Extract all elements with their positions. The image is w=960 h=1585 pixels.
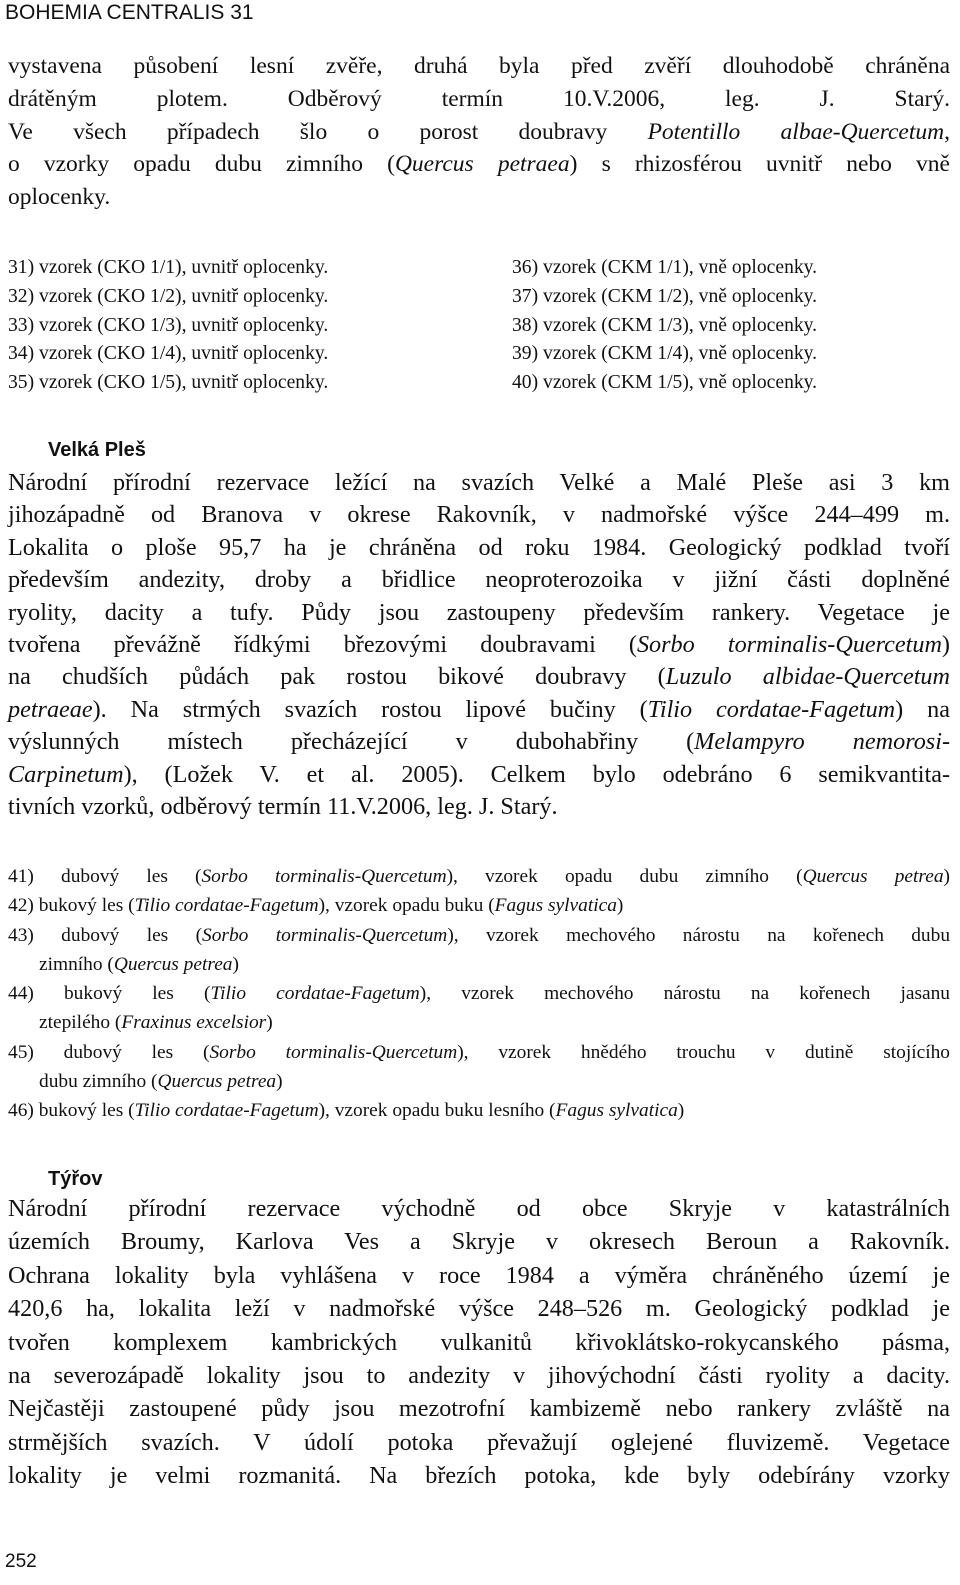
text-run: ) xyxy=(943,866,951,887)
text-run: územích Broumy, Karlova Ves a Skryje v okresech Beroun a Rakovník. xyxy=(8,1228,950,1256)
sample-item: 39) vzorek (CKM 1/4), vně oplocenky. xyxy=(512,343,818,365)
text-run: na chudších půdách pak rostou bikové doubravy ( xyxy=(8,663,666,691)
text-line xyxy=(8,181,950,214)
velka-ples-paragraph xyxy=(8,467,950,823)
tyrov-paragraph xyxy=(8,1192,950,1493)
text-line xyxy=(8,726,950,758)
sample-item xyxy=(8,862,950,891)
text-run: ), (Ložek V. et al. 2005). Celkem bylo odebráno 6 semikvantita- xyxy=(123,760,950,788)
section-heading-velka-ples: Velká Pleš xyxy=(48,439,146,461)
italic-taxon: Quercus petrea xyxy=(802,866,944,887)
italic-taxon: Sorbo torminalis-Quercetum xyxy=(202,924,448,946)
italic-taxon: Tilio cordatae-Fagetum xyxy=(647,695,896,723)
intro-paragraph xyxy=(8,50,950,214)
italic-taxon: petraeae xyxy=(8,695,93,723)
text-run: ) xyxy=(276,1071,283,1093)
text-run: ) na xyxy=(895,695,950,723)
text-run: ). Na strmých svazích rostou lipové bučiny ( xyxy=(92,695,648,723)
text-run: Národní přírodní rezervace východně od obce Skryje v katastrálních xyxy=(8,1195,950,1222)
text-line xyxy=(8,532,950,564)
sample-item xyxy=(8,921,950,980)
text-run: drátěným plotem. Odběrový termín 10.V.2006, leg. J. Starý. xyxy=(8,85,950,112)
text-line xyxy=(8,1008,950,1037)
text-run: ), vzorek opadu dubu zimního ( xyxy=(446,866,803,887)
italic-taxon: Quercus petrea xyxy=(157,1071,277,1093)
text-run: ryolity, dacity a tufy. Půdy jsou zastoupeny především rankery. Vegetace je xyxy=(8,598,950,626)
text-run: 43) dubový les ( xyxy=(8,924,203,946)
text-run: ) s rhizosférou uvnitř nebo vně xyxy=(569,151,950,178)
text-line xyxy=(8,1225,950,1258)
text-run: především andezity, droby a břidlice neoproterozoika v jižní části doplněné xyxy=(8,566,950,594)
text-run: ), vzorek hnědého trouchu v dutině stojícího xyxy=(457,1041,951,1063)
text-run: tivních vzorků, odběrový termín 11.V.2006, leg. J. Starý. xyxy=(8,793,558,821)
text-line xyxy=(8,1259,950,1292)
sample-row xyxy=(8,254,950,283)
text-run: ) xyxy=(616,895,624,917)
text-line xyxy=(8,661,950,693)
sample-row xyxy=(8,340,950,369)
sample-item: 31) vzorek (CKO 1/1), uvnitř oplocenky. xyxy=(8,257,329,278)
italic-taxon: Quercus petrea xyxy=(113,953,233,975)
text-run: ztepilého ( xyxy=(39,1012,122,1034)
italic-taxon: Fagus sylvatica xyxy=(555,1100,678,1122)
sample-item: 36) vzorek (CKM 1/1), vně oplocenky. xyxy=(512,257,818,278)
sample-item: 34) vzorek (CKO 1/4), uvnitř oplocenky. xyxy=(8,343,329,365)
running-head: BOHEMIA CENTRALIS 31 xyxy=(5,1,254,24)
italic-taxon: Fagus sylvatica xyxy=(494,895,617,917)
text-run: ) xyxy=(677,1100,685,1122)
text-line xyxy=(8,979,950,1008)
text-run: vystavena působení lesní zvěře, druhá byla před zvěří dlouhodobě chráněna xyxy=(8,53,950,79)
text-line xyxy=(8,950,950,979)
text-run: ) xyxy=(266,1012,273,1034)
text-line xyxy=(8,50,950,83)
text-run: ), vzorek opadu buku lesního ( xyxy=(318,1100,556,1122)
sample-item: 32) vzorek (CKO 1/2), uvnitř oplocenky. xyxy=(8,285,329,307)
text-run: strmějších svazích. V údolí potoka převažují oglejené fluvizemě. Vegetace xyxy=(8,1428,950,1456)
text-line xyxy=(8,791,950,823)
text-line xyxy=(8,891,950,920)
text-run: ), vzorek mechového nárostu na kořenech dubu xyxy=(447,924,951,946)
sample-item: 38) vzorek (CKM 1/3), vně oplocenky. xyxy=(512,314,818,336)
sample-item xyxy=(8,1096,950,1125)
text-line xyxy=(8,921,950,950)
text-run: zimního ( xyxy=(39,953,114,975)
italic-taxon: Sorbo torminalis-Quercetum xyxy=(209,1041,458,1063)
text-run: na severozápadě lokality jsou to andezity v jihovýchodní části ryolity a dacity. xyxy=(8,1362,950,1390)
text-run: Lokalita o ploše 95,7 ha je chráněna od roku 1984. Geologický podklad tvoří xyxy=(8,533,950,561)
text-run: Ochrana lokality byla vyhlášena v roce 1984 a výměra chráněného území je xyxy=(8,1261,950,1289)
text-run: ) xyxy=(232,953,239,975)
text-line xyxy=(8,862,950,891)
text-line xyxy=(8,694,950,726)
text-run: 41) dubový les ( xyxy=(8,866,202,887)
sample-item xyxy=(8,979,950,1038)
sample-item xyxy=(8,1038,950,1097)
text-run: Nejčastěji zastoupené půdy jsou mezotrofní kambizemě nebo rankery zvláště na xyxy=(8,1395,950,1423)
text-line xyxy=(8,1359,950,1392)
sample-item: 35) vzorek (CKO 1/5), uvnitř oplocenky. xyxy=(8,372,329,394)
text-run: Národní přírodní rezervace ležící na svazích Velké a Malé Pleše asi 3 km xyxy=(8,469,950,496)
text-line xyxy=(8,1038,950,1067)
text-run: Ve všech případech šlo o porost doubravy xyxy=(8,118,648,145)
text-line xyxy=(8,1096,950,1125)
italic-taxon: Tilio cordatae-Fagetum xyxy=(210,983,420,1005)
text-line xyxy=(8,564,950,596)
text-run: jihozápadně od Branova v okrese Rakovník, v nadmořské výšce 244–499 m. xyxy=(8,501,950,529)
text-run: výslunných místech přecházející v dubohabřiny ( xyxy=(8,728,695,756)
italic-taxon: Sorbo torminalis-Quercetum xyxy=(201,866,447,887)
text-run: dubu zimního ( xyxy=(39,1071,158,1093)
sample-item: 37) vzorek (CKM 1/2), vně oplocenky. xyxy=(512,285,818,307)
italic-taxon: Fraxinus excelsior xyxy=(121,1012,267,1034)
text-run: oplocenky. xyxy=(8,184,111,211)
text-run: o vzorky opadu dubu zimního ( xyxy=(8,151,395,178)
text-run: 420,6 ha, lokalita leží v nadmořské výšce 248–526 m. Geologický podklad je xyxy=(8,1295,950,1323)
sample-item xyxy=(8,891,950,920)
text-run: ) xyxy=(941,631,950,659)
text-line xyxy=(8,1067,950,1096)
text-run: ), vzorek mechového nárostu na kořenech jasanu xyxy=(419,983,950,1005)
text-line xyxy=(8,1459,950,1492)
text-line xyxy=(8,1192,950,1225)
text-run: , xyxy=(944,118,950,145)
text-run: 44) bukový les ( xyxy=(8,983,211,1005)
text-line xyxy=(8,83,950,116)
text-line xyxy=(8,759,950,791)
italic-taxon: Tilio cordatae-Fagetum xyxy=(134,1100,319,1122)
italic-taxon: Carpinetum xyxy=(8,760,124,788)
italic-taxon: Quercus petraea xyxy=(394,151,570,178)
text-line xyxy=(8,116,950,149)
text-run: tvořena převážně řídkými březovými doubravami ( xyxy=(8,631,637,659)
text-line xyxy=(8,499,950,531)
section-heading-tyrov: Týřov xyxy=(48,1168,103,1190)
text-run: ), vzorek opadu buku ( xyxy=(318,895,495,917)
text-line xyxy=(8,467,950,499)
italic-taxon: Melampyro nemorosi- xyxy=(694,728,950,756)
text-line xyxy=(8,1426,950,1459)
italic-taxon: Tilio cordatae-Fagetum xyxy=(134,895,319,917)
text-line xyxy=(8,148,950,181)
text-line xyxy=(8,629,950,661)
text-run: 46) bukový les ( xyxy=(8,1100,135,1122)
sample-list-31-40 xyxy=(8,254,950,398)
text-run: lokality je velmi rozmanitá. Na březích potoka, kde byly odebírány vzorky xyxy=(8,1462,950,1490)
text-run: 42) bukový les ( xyxy=(8,895,135,917)
text-line xyxy=(8,1326,950,1359)
text-line xyxy=(8,597,950,629)
text-line xyxy=(8,1392,950,1425)
text-line xyxy=(8,1292,950,1325)
text-run: 45) dubový les ( xyxy=(8,1041,210,1063)
sample-item: 33) vzorek (CKO 1/3), uvnitř oplocenky. xyxy=(8,314,329,336)
sample-row xyxy=(8,369,950,398)
sample-item: 40) vzorek (CKM 1/5), vně oplocenky. xyxy=(512,372,818,394)
italic-taxon: Luzulo albidae-Quercetum xyxy=(665,663,950,691)
text-run: tvořen komplexem kambrických vulkanitů křivoklátsko-rokycanského pásma, xyxy=(8,1328,950,1356)
italic-taxon: Sorbo torminalis-Quercetum xyxy=(636,631,942,659)
sample-list-41-46 xyxy=(8,862,950,1126)
italic-taxon: Potentillo albae-Quercetum xyxy=(647,118,945,145)
sample-row xyxy=(8,283,950,312)
sample-row xyxy=(8,312,950,341)
page-number: 252 xyxy=(5,1551,37,1572)
